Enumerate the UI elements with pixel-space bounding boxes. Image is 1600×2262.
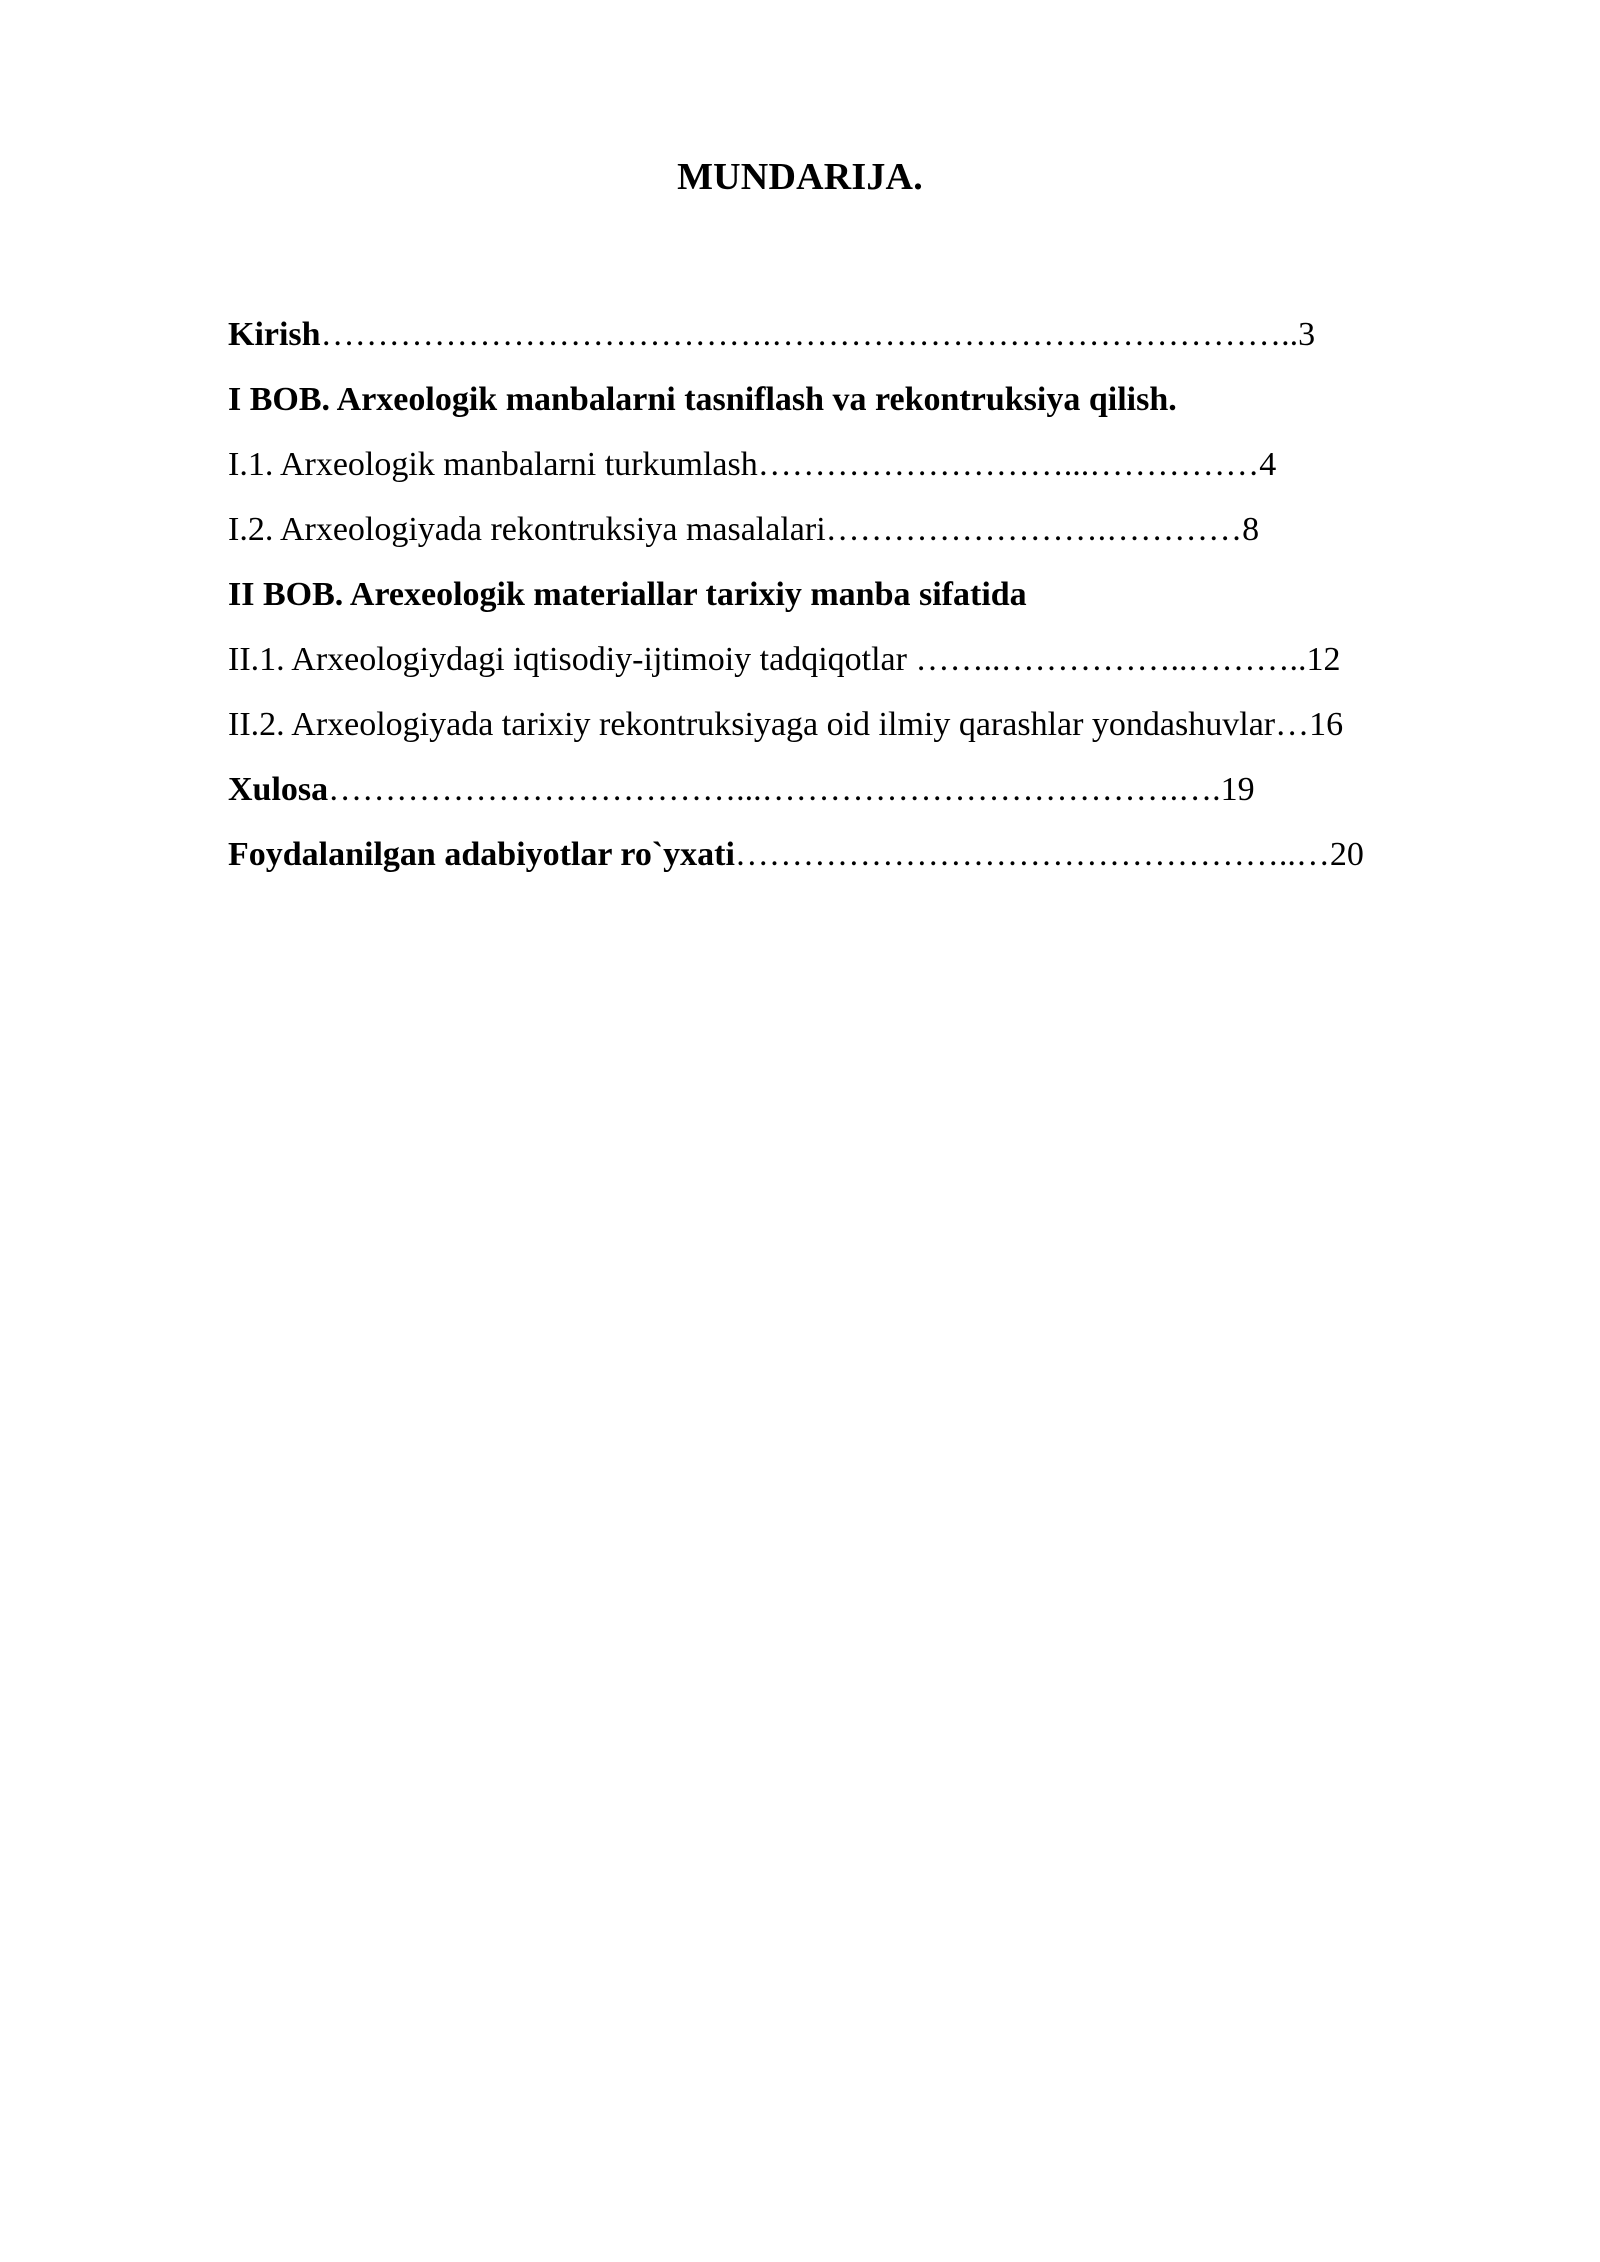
toc-entry-text: II.1. Arxeologiydagi iqtisodiy-ijtimoiy tadqiqotlar [228, 641, 916, 678]
toc-entry-2-2 [228, 695, 1528, 760]
toc-page-number: 12 [1306, 641, 1341, 678]
toc-entry-text: I BOB. Arxeologik manbalarni tasniflash va rekontruksiya qilish. [228, 381, 1177, 418]
toc-entry-text: Kirish [228, 316, 321, 353]
toc-leader: … [1275, 706, 1310, 743]
toc-leader: ………………………………...……………………………….…. [328, 771, 1221, 808]
toc-entry-kirish [228, 305, 1528, 370]
toc-chapter-1-heading [228, 370, 1528, 435]
toc-page-number: 19 [1220, 771, 1255, 808]
toc-entry-1-1 [228, 435, 1528, 500]
toc-entry-2-1 [228, 630, 1528, 695]
page-title: MUNDARIJA. [677, 156, 923, 198]
toc-page-number: 20 [1329, 836, 1364, 873]
toc-page-number: 8 [1242, 511, 1260, 548]
toc-entry-1-2 [228, 500, 1528, 565]
toc-entry-text: I.1. Arxeologik manbalarni turkumlash [228, 446, 758, 483]
toc-entry-references [228, 825, 1528, 890]
toc-entry-xulosa [228, 760, 1528, 825]
toc-leader: …………………….………… [825, 511, 1243, 548]
toc-page-number: 3 [1298, 316, 1316, 353]
toc-leader: …………………………………………..… [734, 836, 1330, 873]
toc-entry-text: I.2. Arxeologiyada rekontruksiya masalalari [228, 511, 826, 548]
toc-entry-text: II.2. Arxeologiyada tarixiy rekontruksiyaga oid ilmiy qarashlar yondashuvlar [228, 706, 1276, 743]
toc-page-number: 16 [1309, 706, 1344, 743]
toc-leader: ………………………………….……………………………………….. [320, 316, 1299, 353]
toc-leader: ………………………...…………… [757, 446, 1260, 483]
toc-entry-text: Xulosa [228, 771, 329, 808]
toc-leader: ……..……………..……….. [915, 641, 1307, 678]
toc-page-number: 4 [1259, 446, 1277, 483]
table-of-contents [228, 305, 1528, 890]
toc-chapter-2-heading [228, 565, 1528, 630]
toc-entry-text: II BOB. Arexeologik materiallar tarixiy manba sifatida [228, 576, 1027, 613]
toc-entry-text: Foydalanilgan adabiyotlar ro`yxati [228, 836, 735, 873]
